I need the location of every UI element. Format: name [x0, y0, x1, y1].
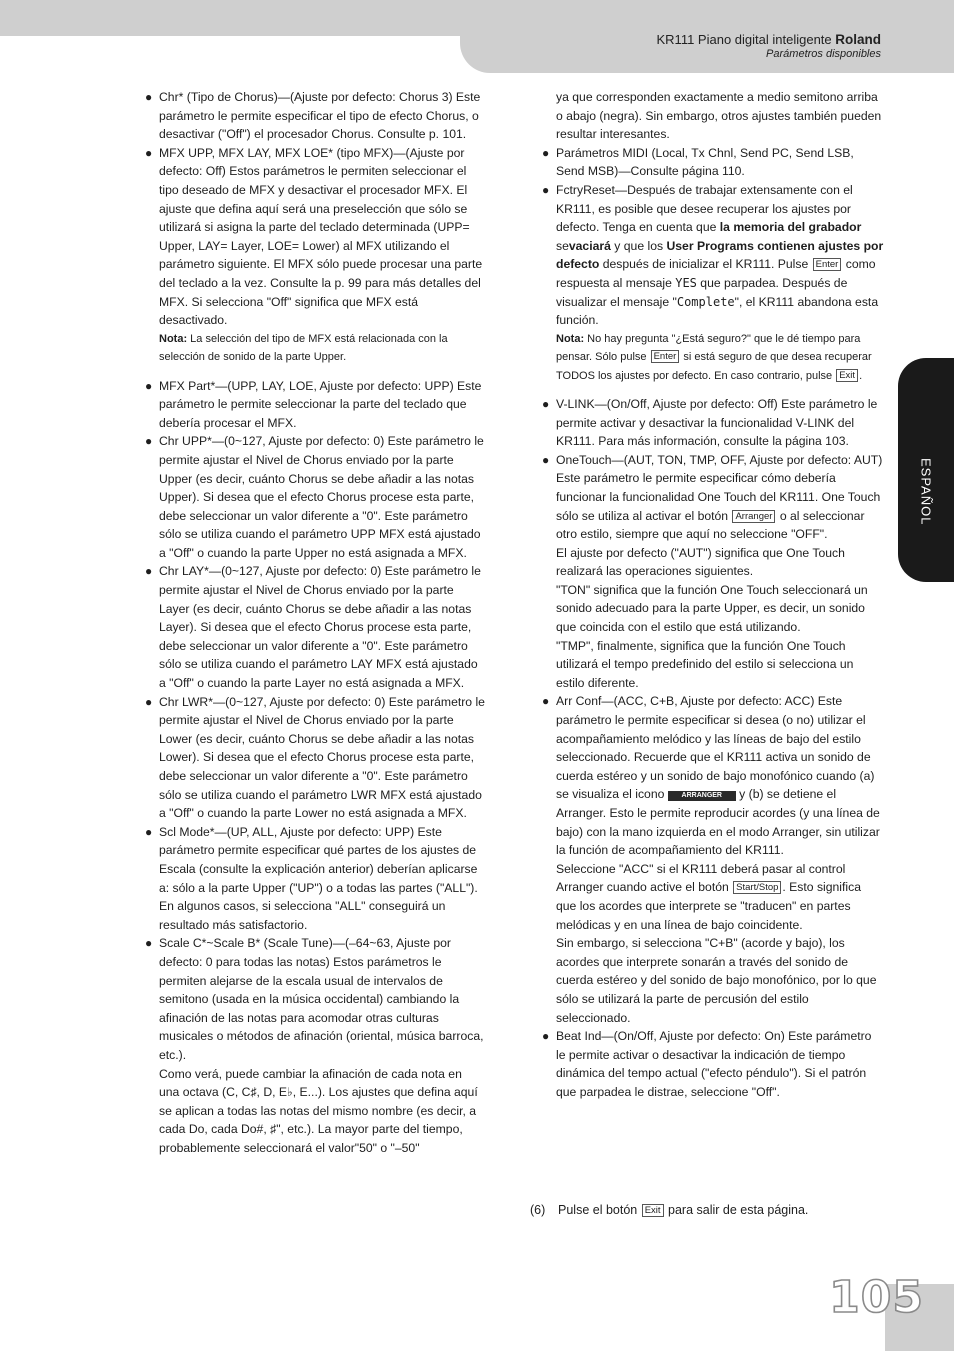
bullet-icon: ●	[542, 694, 550, 709]
note: Nota: La selección del tipo de MFX está relacionada con la selección de sonido de la parte Upper.	[159, 332, 448, 364]
note: Nota: No hay pregunta "¿Está seguro?" que le dé tiempo para pensar. Sólo pulse Enter si está seguro de que desea recuperar TODOS los ajustes por defecto. En caso contrario, pulse Exit .	[556, 332, 872, 382]
param-chr-lay: ● Chr LAY*—(0~127, Ajuste por defecto: 0) Este parámetro le permite ajustar el Nivel de Chorus enviado por la parte Layer (es decir, cuánto Chorus se debe añadir a las notas Layer). Si desea que el efecto Chorus procese esta parte, debe seleccionar un valor diferente a "0". Este parámetro sólo se utiliza cuando el parámetro LAY MFX está ajustado a "Off" o cuando la parte Layer no está asignada a MFX.	[145, 564, 481, 691]
bullet-icon: ●	[542, 452, 550, 467]
param-scale-tune: ● Scale C*~Scale B* (Scale Tune)—(–64~63, Ajuste por defecto: 0 para todas las notas) Estos parámetros le permiten alejarse de la escala usual de intervalos de semitono (usada en la música occidental) cambiando la afinación de las notas para acomodar otras culturas musicales o métodos de afinación (oriental, música barroca, etc.). Como verá, puede cambiar la afinación de cada nota en una octava (C, C♯, D, E♭, E...). Los ajustes que defina aquí se aplican a todas las notas del mismo nombre (es decir, a cada Do, cada Do#, ♯", etc.). La mayor parte del tiempo, probablemente seleccionará el valor"50" o "–50"	[145, 936, 484, 1155]
bullet-icon: ●	[542, 145, 550, 160]
page-number: 105	[829, 1272, 924, 1323]
bullet-icon: ●	[542, 396, 550, 411]
arranger-indicator-icon: ARRANGER	[668, 791, 736, 801]
bullet-icon: ●	[145, 824, 153, 839]
param-arr-conf: ● Arr Conf—(ACC, C+B, Ajuste por defecto: ACC) Este parámetro le permite especificar si desea (o no) utilizar el acompañamiento melódico y las líneas de bajo del estilo seleccionado. Recuerde que el KR111 activa un sonido de cuerda estéreo y un sonido de bajo monofónico cuando (a) se visualiza el icono ARRANGER y (b) se detiene el Arranger. Esto le permite reproducir acordes (y una línea de bajo) con la mano izquierda en el modo Arranger, sin utilizar la función de acompañamiento del KR111. Seleccione "ACC" si el KR111 deberá pasar al control Arranger cuando active el botón Start/Stop . Esto significa que los acordes que interprete se "traducen" en partes melódicas y en una línea de bajo coincidente. Sin embargo, si selecciona "C+B" (acorde y bajo), los acordes que interprete sonarán a través del sonido de cuerda estéreo y del sonido de bajo monofónico, por lo que sólo se utilizará la parte de percusión del estilo seleccionado.	[542, 694, 880, 1025]
step-6: (6) Pulse el botón Exit para salir de esta página.	[530, 1203, 809, 1217]
scale-tune-continuation: ya que corresponden exactamente a medio semitono arriba o abajo (negra). Sin embargo, otros ajustes también pueden resultar interesantes.	[556, 90, 882, 142]
bullet-icon: ●	[145, 694, 153, 709]
exit-key: Exit	[836, 369, 858, 382]
roland-logo: Roland	[835, 32, 881, 47]
bullet-icon: ●	[145, 936, 153, 951]
bullet-icon: ●	[145, 90, 153, 104]
lcd-complete: Complete	[676, 294, 735, 309]
bullet-icon: ●	[145, 434, 153, 449]
param-mfx-part: ● MFX Part*—(UPP, LAY, LOE, Ajuste por defecto: UPP) Este parámetro le permite seleccionar la parte del teclado que debería procesar el MFX.	[145, 378, 482, 430]
header-title: KR111 Piano digital inteligente Roland	[656, 32, 881, 47]
enter-key: Enter	[813, 258, 842, 271]
param-chr-lwr: ● Chr LWR*—(0~127, Ajuste por defecto: 0) Este parámetro le permite ajustar el Nivel de Chorus enviado por la parte Lower (es decir, cuánto Chorus se debe añadir a las notas Lower). Si desea que el efecto Chorus procese esta parte, debe seleccionar un valor diferente a "0". Este parámetro sólo se utiliza cuando el parámetro LWR MFX está ajustado a "Off" o cuando la parte Lower no está asignada a MFX.	[145, 694, 485, 821]
lcd-yes: YES	[675, 275, 697, 290]
param-chr-upp: ● Chr UPP*—(0~127, Ajuste por defecto: 0) Este parámetro le permite ajustar el Nivel de Chorus enviado por la parte Upper (es decir, cuánto Chorus se debe añadir a las notas Upper). Si desea que el efecto Chorus procese esta parte, debe seleccionar un valor diferente a "0". Este parámetro sólo se utiliza cuando el parámetro UPP MFX está ajustado a "Off" o cuando la parte Upper no está asignada a MFX.	[145, 434, 484, 560]
language-tab-label	[919, 458, 934, 482]
left-column	[145, 88, 485, 1157]
enter-key: Enter	[651, 350, 680, 363]
bullet-icon: ●	[145, 378, 153, 393]
param-chorus-type: ● Chr* (Tipo de Chorus)—(Ajuste por defecto: Chorus 3) Este parámetro le permite especificar el tipo de efecto Chorus, o desactivar ("Off") el procesador Chorus. Consulte p. 101.	[145, 90, 481, 142]
param-midi: ● Parámetros MIDI (Local, Tx Chnl, Send PC, Send LSB, Send MSB)—Consulte página 110.	[542, 145, 854, 179]
param-mfx-type: ● MFX UPP, MFX LAY, MFX LOE* (tipo MFX)—(Ajuste por defecto: Off) Estos parámetros le permiten seleccionar el tipo deseado de MFX y desactivar el procesador MFX. El ajuste que defina aquí será una preselección que sólo se utilizará si asigna la parte del teclado determinada (UPP= Upper, LAY= Layer, LOE= Lower) al MFX utilizando el parámetro siguiente. El MFX sólo puede procesar una parte del teclado a la vez. Consulte la p. 99 para más detalles del MFX. Si selecciona "Off" significa que MFX está desactivado. Nota: La selección del tipo de MFX está relacionada con la selección de sonido de la parte Upper.	[145, 144, 485, 367]
bullet-icon: ●	[145, 145, 153, 160]
header-section: Parámetros disponibles	[766, 48, 881, 60]
param-beat-ind: ● Beat Ind—(On/Off, Ajuste por defecto: On) Este parámetro le permite activar o desactivar la indicación de tiempo dinámica del tempo actual ("efecto péndulo"). Si el patrón que parpadea le distrae, seleccione "Off".	[542, 1029, 872, 1099]
param-vlink: ● V-LINK—(On/Off, Ajuste por defecto: Off) Este parámetro le permite activar y desactivar la funcionalidad V-LINK del KR111. Para más información, consulte la página 103.	[542, 396, 878, 449]
bullet-icon: ●	[542, 1029, 550, 1044]
right-column	[542, 88, 884, 1102]
start-stop-key: Start/Stop	[733, 881, 781, 894]
exit-key: Exit	[642, 1204, 664, 1217]
param-factory-reset: ● FctryReset—Después de trabajar extensamente con el KR111, es posible que desee recuperar los ajustes por defecto. Tenga en cuenta que la memoria del grabador sevaciará y que los User Programs contienen ajustes por defecto después de inicializar el KR111. Pulse Enter como respuesta al mensaje YES que parpadea. Después de visualizar el mensaje "Complete", el KR111 abandona esta función. Nota: No hay pregunta "¿Está seguro?" que le dé tiempo para pensar. Sólo pulse Enter si está seguro de que desea recuperar TODOS los ajustes por defecto. En caso contrario, pulse Exit .	[542, 181, 884, 385]
bullet-icon: ●	[145, 564, 153, 579]
arranger-key: Arranger	[732, 510, 775, 523]
param-onetouch: ● OneTouch—(AUT, TON, TMP, OFF, Ajuste por defecto: AUT) Este parámetro le permite especificar cómo debería funcionar la funcionalidad One Touch del KR111. One Touch sólo se utiliza al activar el botón Arranger o al seleccionar otro estilo, siempre que aquí no seleccione "OFF". El ajuste por defecto ("AUT") significa que One Touch realizará las operaciones siguientes. "TON" significa que la función One Touch seleccionará un sonido adecuado para la parte Upper, es decir, un sonido que coincida con el estilo que está utilizando. "TMP", finalmente, significa que la función One Touch utilizará el tempo predefinido del estilo si selecciona un estilo diferente.	[542, 452, 883, 690]
param-scl-mode: ● Scl Mode*—(UP, ALL, Ajuste por defecto: UPP) Este parámetro permite especificar qué partes de los ajustes de Escala (consulte la explicación anterior) deberían aplicarse a: sólo a la parte Upper ("UP") o a todas las partes ("ALL"). En algunos casos, si selecciona "ALL" conseguirá un resultado más satisfactorio.	[145, 824, 478, 932]
bullet-icon: ●	[542, 182, 550, 197]
